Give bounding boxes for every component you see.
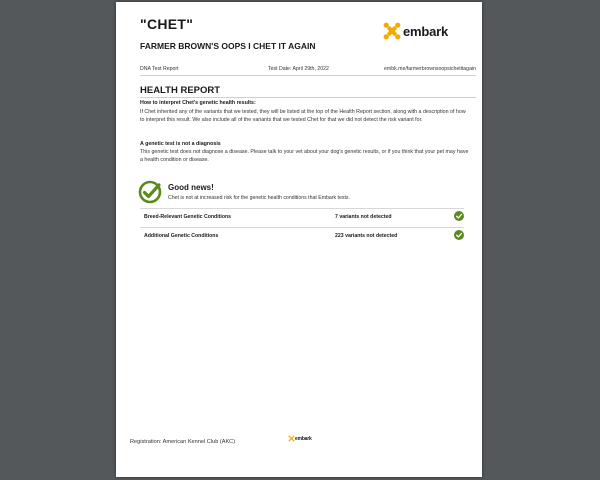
- registration-info: Registration: American Kennel Club (AKC): [130, 439, 236, 445]
- embark-logo-icon: [288, 435, 295, 442]
- registered-name-subtitle: FARMER BROWN'S OOPS I CHET IT AGAIN: [140, 41, 316, 51]
- embark-logo: [382, 21, 448, 41]
- check-circle-icon: [454, 230, 464, 240]
- test-date: Test Date: April 29th, 2022: [268, 66, 329, 72]
- report-type: DNA Test Report: [140, 66, 179, 72]
- report-url-link[interactable]: embk.me/farmerbrownsoopsichetitagain: [384, 66, 476, 72]
- interpret-body: If Chet inherited any of the variants that we tested, they will be listed at the top of the Health Report section, along with a description of how to interpret this result. We also include all of the variants that we tested Chet for that we did not detect the risk variant for.: [140, 109, 466, 123]
- table-divider: [140, 208, 464, 209]
- health-report-heading: HEALTH REPORT: [140, 85, 221, 96]
- table-divider: [140, 227, 464, 228]
- check-circle-icon: [454, 211, 464, 221]
- footer-logo-text: embark: [295, 435, 312, 442]
- section-divider: [140, 97, 476, 98]
- embark-logo-icon: [382, 21, 402, 41]
- table-row: [140, 229, 464, 247]
- header-divider: [140, 75, 476, 76]
- check-circle-icon: [138, 180, 162, 204]
- embark-logo-text: embark: [403, 23, 449, 39]
- condition-value: 223 variants not detected: [335, 233, 398, 239]
- footer-embark-logo: [288, 435, 312, 442]
- report-page: [116, 2, 482, 477]
- good-news-body: Chet is not at increased risk for the genetic health conditions that Embark tests.: [168, 195, 350, 201]
- condition-label: Breed-Relevant Genetic Conditions: [144, 214, 232, 220]
- condition-value: 7 variants not detected: [335, 214, 392, 220]
- good-news-heading: Good news!: [168, 183, 214, 192]
- interpret-heading: How to interpret Chet's genetic health results:: [140, 100, 256, 106]
- dog-name-title: "CHET": [140, 16, 194, 32]
- table-row: [140, 210, 464, 228]
- condition-label: Additional Genetic Conditions: [144, 233, 219, 239]
- diagnosis-heading: A genetic test is not a diagnosis: [140, 141, 221, 147]
- diagnosis-body: This genetic test does not diagnose a disease. Please talk to your vet about your dog's genetic results, or if you think that your pet may have a health condition or disease.: [140, 149, 469, 163]
